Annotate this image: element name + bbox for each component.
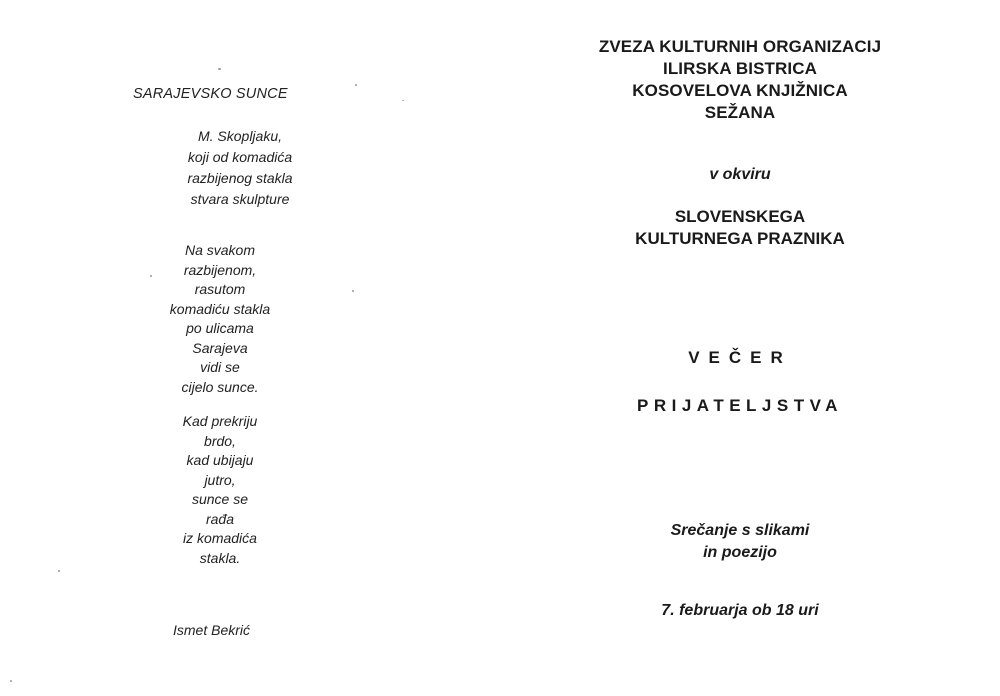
poem-line: rasutom (194, 281, 246, 297)
poem-line: kad ubijaju (186, 452, 254, 468)
poem-title: SARAJEVSKO SUNCE (133, 86, 288, 102)
poem-line: po ulicama (186, 320, 254, 336)
holiday-line: SLOVENSKEGA (674, 207, 806, 226)
holiday-line: KULTURNEGA PRAZNIKA (635, 229, 845, 248)
subtitle-line: Srečanje s slikami (670, 522, 810, 539)
organizer-line: ZVEZA KULTURNIH ORGANIZACIJ (598, 37, 882, 56)
poem-line: vidi se (200, 359, 240, 375)
scan-speck (10, 680, 12, 682)
invitation-column (500, 0, 980, 696)
poem-stanza-2 (120, 412, 320, 568)
poem-line: Sarajeva (192, 339, 248, 356)
poem-author: Ismet Bekrić (173, 622, 251, 638)
event-title-line-1: VEČER (688, 348, 792, 367)
poem-line: cijelo sunce. (181, 378, 259, 395)
poem-line: Kad prekriju (182, 413, 258, 429)
poem-line: komadiću stakla (169, 300, 271, 317)
scan-speck (352, 290, 354, 292)
scan-speck (150, 275, 152, 277)
dedication-line: stvara skulpture (190, 191, 290, 207)
event-title-line-2: PRIJATELJSTVA (637, 396, 843, 415)
poem-line: iz komadića (183, 530, 257, 546)
event-subtitle (500, 520, 980, 564)
scan-speck (218, 68, 221, 70)
poem-line: Na svakom (184, 242, 256, 258)
poem-line: razbijenom, (183, 261, 257, 278)
holiday-block (500, 206, 980, 250)
poem-line: rađa (205, 510, 235, 527)
organizer-line: SEŽANA (704, 103, 776, 122)
poem-line: sunce se (191, 491, 249, 507)
dedication-line: koji od komadića (187, 149, 293, 165)
poem-line: brdo, (204, 432, 236, 449)
poem-line: jutro, (204, 471, 236, 488)
poem-stanza-1 (120, 241, 320, 397)
context-label: v okviru (709, 166, 771, 183)
poem-dedication (140, 126, 340, 210)
dedication-line: M. Skopljaku, (197, 128, 283, 144)
scan-speck (58, 570, 60, 572)
poem-column (0, 0, 440, 696)
scan-speck (355, 84, 357, 86)
event-date-time: 7. februarja ob 18 uri (661, 602, 819, 619)
scan-speck (402, 100, 404, 101)
organizers-block (500, 36, 980, 124)
organizer-line: ILIRSKA BISTRICA (663, 59, 817, 78)
poem-line: stakla. (199, 549, 241, 566)
subtitle-line: in poezijo (703, 544, 777, 561)
organizer-line: KOSOVELOVA KNJIŽNICA (632, 81, 848, 100)
dedication-line: razbijenog stakla (187, 170, 293, 186)
